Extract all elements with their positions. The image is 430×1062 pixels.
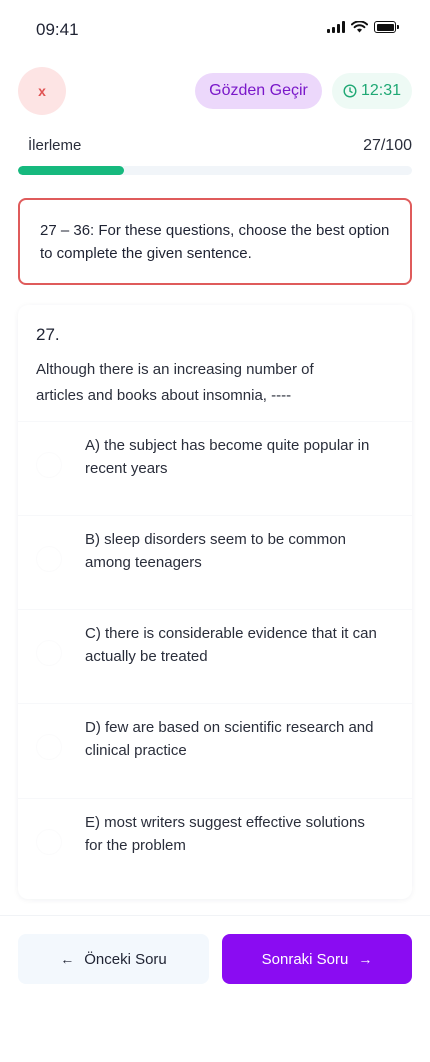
previous-question-label: Önceki Soru — [84, 950, 167, 968]
review-button-label: Gözden Geçir — [209, 82, 308, 99]
timer-badge — [332, 73, 412, 109]
option-label: C) there is considerable evidence that it can actually be treated — [85, 625, 377, 665]
close-icon: x — [38, 83, 46, 99]
progress-bar — [18, 166, 412, 175]
arrow-left-icon: ← — [60, 951, 75, 967]
option-label: E) most writers suggest effective solutions for the problem — [85, 814, 365, 854]
question-card — [18, 305, 412, 899]
option-radio[interactable] — [36, 734, 62, 760]
option-radio[interactable] — [36, 640, 62, 666]
option-label: B) sleep disorders seem to be common among teenagers — [85, 531, 346, 571]
option-label: A) the subject has become quite popular in recent years — [85, 437, 370, 477]
option-radio[interactable] — [36, 546, 62, 572]
battery-icon — [374, 21, 396, 33]
option-c[interactable] — [18, 609, 412, 695]
wifi-icon — [351, 21, 368, 33]
status-icons — [327, 21, 396, 33]
status-time: 09:41 — [36, 20, 79, 39]
question-text: Although there is an increasing number of articles and books about insomnia, ---- — [36, 361, 314, 404]
instruction-box: 27 – 36: For these questions, choose the best option to complete the given sentence. — [18, 198, 412, 285]
review-button[interactable] — [195, 73, 322, 109]
cellular-signal-icon — [327, 21, 345, 33]
close-button[interactable] — [18, 67, 66, 115]
progress-bar-fill — [18, 166, 124, 175]
next-question-label: Sonraki Soru — [261, 950, 349, 968]
option-radio[interactable] — [36, 829, 62, 855]
arrow-right-icon: → — [358, 951, 373, 967]
timer-value: 12:31 — [360, 82, 402, 99]
question-number: 27. — [36, 325, 60, 344]
previous-question-button[interactable] — [18, 934, 209, 984]
option-a[interactable] — [18, 421, 412, 507]
option-b[interactable] — [18, 515, 412, 601]
progress-count: 27/100 — [363, 137, 412, 154]
next-question-button[interactable] — [222, 934, 412, 984]
clock-icon — [343, 84, 357, 98]
option-label: D) few are based on scientific research and clinical practice — [85, 719, 374, 759]
option-d[interactable] — [18, 703, 412, 789]
status-bar — [0, 0, 430, 60]
progress-label: İlerleme — [28, 137, 82, 154]
option-radio[interactable] — [36, 452, 62, 478]
footer-divider — [0, 915, 430, 916]
option-e[interactable] — [18, 798, 412, 884]
